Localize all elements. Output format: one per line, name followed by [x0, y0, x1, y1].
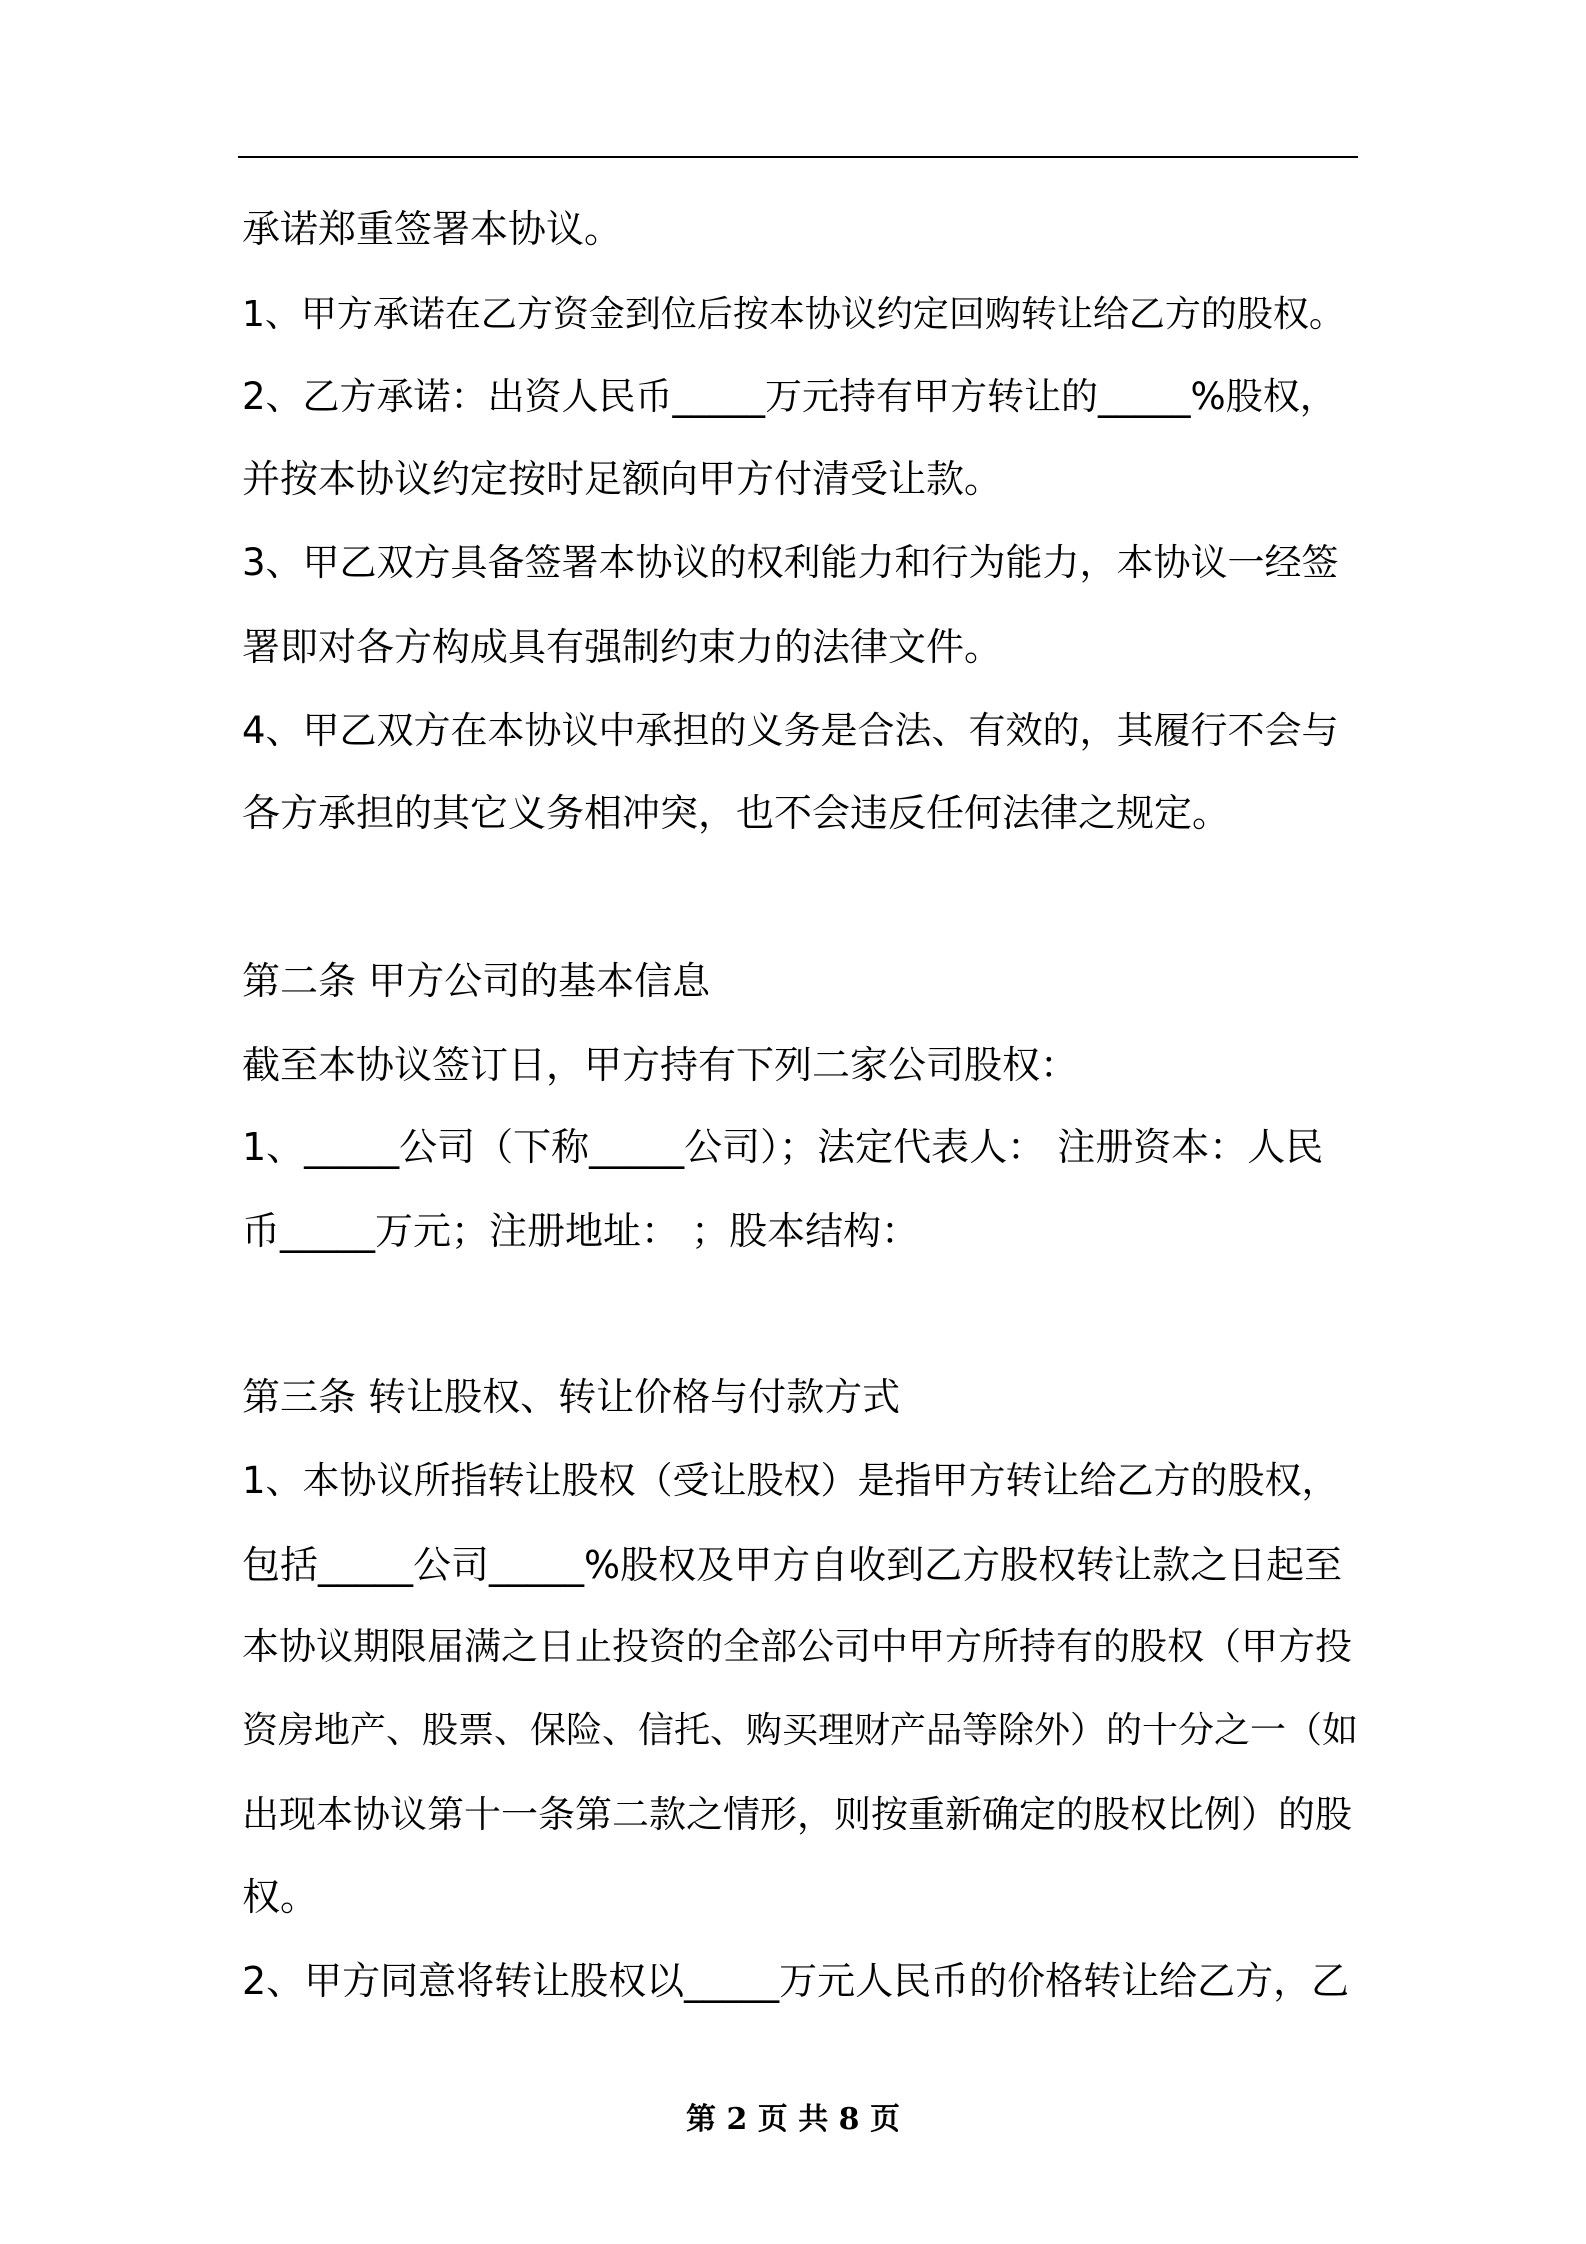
body-line-11: 1、_____公司（下称_____公司）；法定代表人： 注册资本：人民: [242, 1125, 1324, 1169]
body-line-5: 3、甲乙双方具备签署本协议的权利能力和行为能力，本协议一经签: [242, 541, 1339, 584]
body-line-3: 2、乙方承诺：出资人民币_____万元持有甲方转让的_____%股权，: [242, 375, 1337, 418]
body-line-12: 币_____万元；注册地址： ；股本结构：: [242, 1209, 920, 1253]
body-line-2: 1、甲方承诺在乙方资金到位后按本协议约定回购转让给乙方的股权。: [242, 294, 1345, 335]
body-line-7: 4、甲乙双方在本协议中承担的义务是合法、有效的，其履行不会与: [242, 709, 1339, 752]
body-line-6: 署即对各方构成具有强制约束力的法律文件。: [242, 625, 1003, 669]
page-footer: 第 2 页 共 8 页: [686, 2102, 900, 2137]
body-line-18: 出现本协议第十一条第二款之情形，则按重新确定的股权比例）的股: [242, 1793, 1352, 1836]
body-line-4: 并按本协议约定按时足额向甲方付清受让款。: [242, 457, 1003, 501]
body-line-16: 本协议期限届满之日止投资的全部公司中甲方所持有的股权（甲方投: [242, 1625, 1352, 1668]
body-line-8: 各方承担的其它义务相冲突，也不会违反任何法律之规定。: [242, 791, 1231, 835]
body-line-19: 权。: [242, 1875, 319, 1919]
body-line-17: 资房地产、股票、保险、信托、购买理财产品等除外）的十分之一（如: [242, 1710, 1359, 1751]
body-line-10: 截至本协议签订日，甲方持有下列二家公司股权：: [242, 1043, 1079, 1087]
body-line-1: 承诺郑重签署本协议。: [242, 207, 623, 251]
header-rule: [238, 156, 1358, 158]
body-line-20: 2、甲方同意将转让股权以_____万元人民币的价格转让给乙方，乙: [242, 1959, 1350, 2003]
section-heading-2: 第二条 甲方公司的基本信息: [242, 959, 711, 1003]
section-heading-3: 第三条 转让股权、转让价格与付款方式: [242, 1375, 901, 1419]
body-line-14: 1、本协议所指转让股权（受让股权）是指甲方转让给乙方的股权，: [242, 1459, 1339, 1502]
body-line-15: 包括_____公司_____%股权及甲方自收到乙方股权转让款之日起至: [242, 1543, 1343, 1587]
